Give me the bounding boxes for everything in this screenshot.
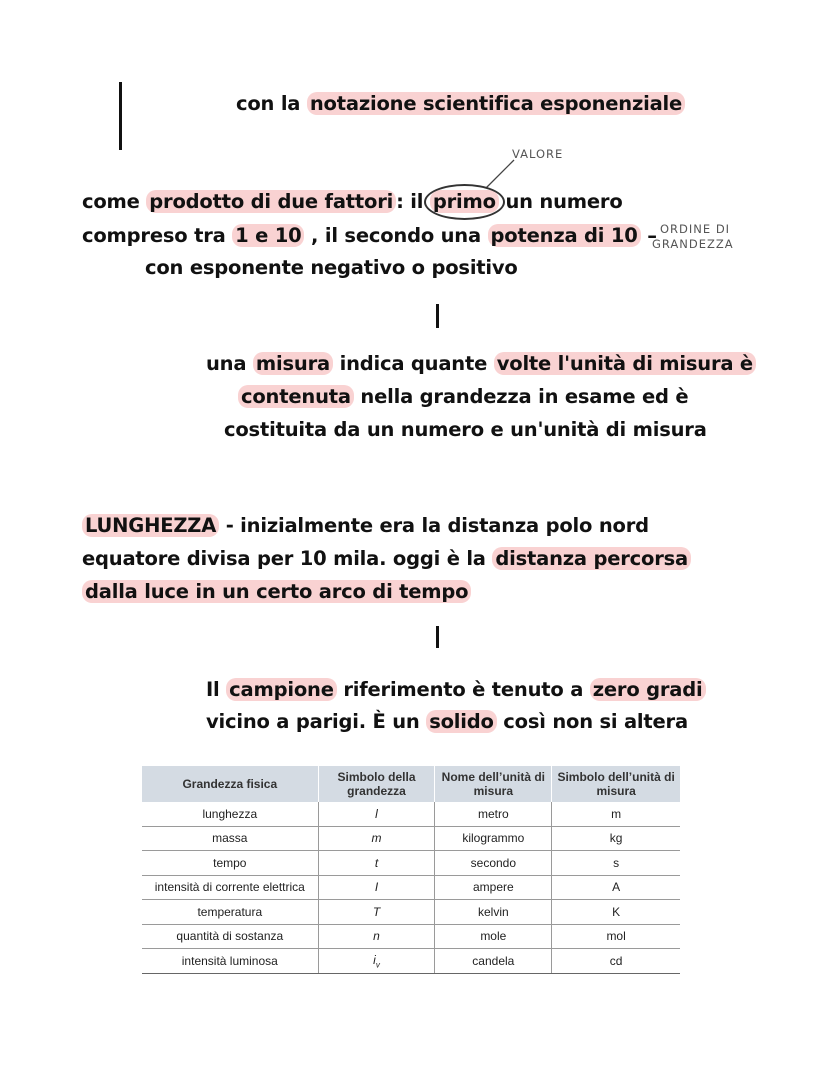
annotation-pointer-line [480, 158, 520, 190]
vertical-bar-2 [436, 304, 439, 328]
table-row [142, 949, 680, 974]
highlight-potenza: potenza di 10 [488, 224, 641, 247]
cell-symbol: m [318, 826, 435, 851]
vertical-bar-top [119, 82, 122, 150]
cell-symbol: l [318, 802, 435, 826]
cell-unit-name: kilogrammo [435, 826, 552, 851]
misura-line-3: costituita da un numero e un'unità di misura [224, 418, 707, 441]
annotation-ordine-di: ORDINE DI [660, 222, 731, 236]
cell-unit-symbol: cd [552, 949, 680, 974]
product-line-3: con esponente negativo o positivo [145, 256, 518, 279]
misura-line-2: contenuta nella grandezza in esame ed è [238, 383, 688, 411]
highlight-volte: volte l'unità di misura è [494, 352, 756, 375]
lunghezza-line-1: LUNGHEZZA - inizialmente era la distanza polo nord [82, 512, 649, 540]
header-simbolo-unita: Simbolo dell’unità di misura [552, 766, 680, 802]
highlight-zero-gradi: zero gradi [590, 678, 706, 701]
notation-heading: con la notazione scientifica esponenziale [236, 90, 685, 118]
cell-quantity: quantità di sostanza [142, 924, 318, 949]
highlight-lunghezza: LUNGHEZZA [82, 514, 219, 537]
cell-unit-name: mole [435, 924, 552, 949]
cell-unit-symbol: kg [552, 826, 680, 851]
cell-quantity: tempo [142, 851, 318, 876]
header-simbolo-grandezza: Simbolo della grandezza [318, 766, 435, 802]
campione-line-2: vicino a parigi. È un solido così non si altera [206, 710, 688, 733]
cell-unit-symbol: s [552, 851, 680, 876]
cell-quantity: temperatura [142, 900, 318, 925]
cell-quantity: intensità luminosa [142, 949, 318, 974]
campione-line-1: Il campione riferimento è tenuto a zero gradi [206, 676, 706, 704]
cell-unit-symbol: K [552, 900, 680, 925]
cell-quantity: massa [142, 826, 318, 851]
product-line-1: come prodotto di due fattori : il primo un numero [82, 188, 623, 216]
cell-unit-name: kelvin [435, 900, 552, 925]
lunghezza-line-2: equatore divisa per 10 mila. oggi è la distanza percorsa [82, 545, 691, 573]
highlight-prodotto: prodotto di due fattori [146, 190, 396, 213]
si-units-table [142, 766, 680, 974]
table-row [142, 875, 680, 900]
header-nome-unita: Nome dell’unità di misura [435, 766, 552, 802]
cell-symbol: T [318, 900, 435, 925]
header-grandezza: Grandezza fisica [142, 766, 318, 802]
cell-unit-symbol: A [552, 875, 680, 900]
cell-quantity: intensità di corrente elettrica [142, 875, 318, 900]
cell-unit-symbol: m [552, 802, 680, 826]
cell-quantity: lunghezza [142, 802, 318, 826]
annotation-grandezza: GRANDEZZA [652, 237, 734, 251]
highlight-distanza: distanza percorsa [492, 547, 691, 570]
cell-unit-symbol: mol [552, 924, 680, 949]
annotation-valore: VALORE [512, 147, 564, 161]
table-row [142, 851, 680, 876]
highlight-notazione: notazione scientifica esponenziale [307, 92, 685, 115]
table-row [142, 826, 680, 851]
lunghezza-line-3 [82, 578, 471, 606]
highlight-solido: solido [426, 710, 497, 733]
cell-unit-name: secondo [435, 851, 552, 876]
cell-symbol: $i_v$ [318, 949, 435, 974]
table-row [142, 900, 680, 925]
highlight-campione: campione [226, 678, 337, 701]
vertical-bar-3 [436, 626, 439, 648]
highlight-luce: dalla luce in un certo arco di tempo [82, 580, 471, 603]
circle-mark [424, 184, 505, 220]
cell-symbol: t [318, 851, 435, 876]
cell-unit-name: ampere [435, 875, 552, 900]
misura-line-1: una misura indica quante volte l'unità di misura è [206, 350, 756, 378]
cell-symbol: I [318, 875, 435, 900]
circled-primo: primo [430, 188, 499, 216]
cell-unit-name: candela [435, 949, 552, 974]
table-row [142, 924, 680, 949]
highlight-contenuta: contenuta [238, 385, 354, 408]
table-row [142, 802, 680, 826]
highlight-1-e-10: 1 e 10 [232, 224, 304, 247]
product-line-2: compreso tra 1 e 10 , il secondo una potenza di 10 – [82, 224, 657, 247]
highlight-misura: misura [253, 352, 333, 375]
cell-symbol: n [318, 924, 435, 949]
cell-unit-name: metro [435, 802, 552, 826]
table-header-row [142, 766, 680, 802]
